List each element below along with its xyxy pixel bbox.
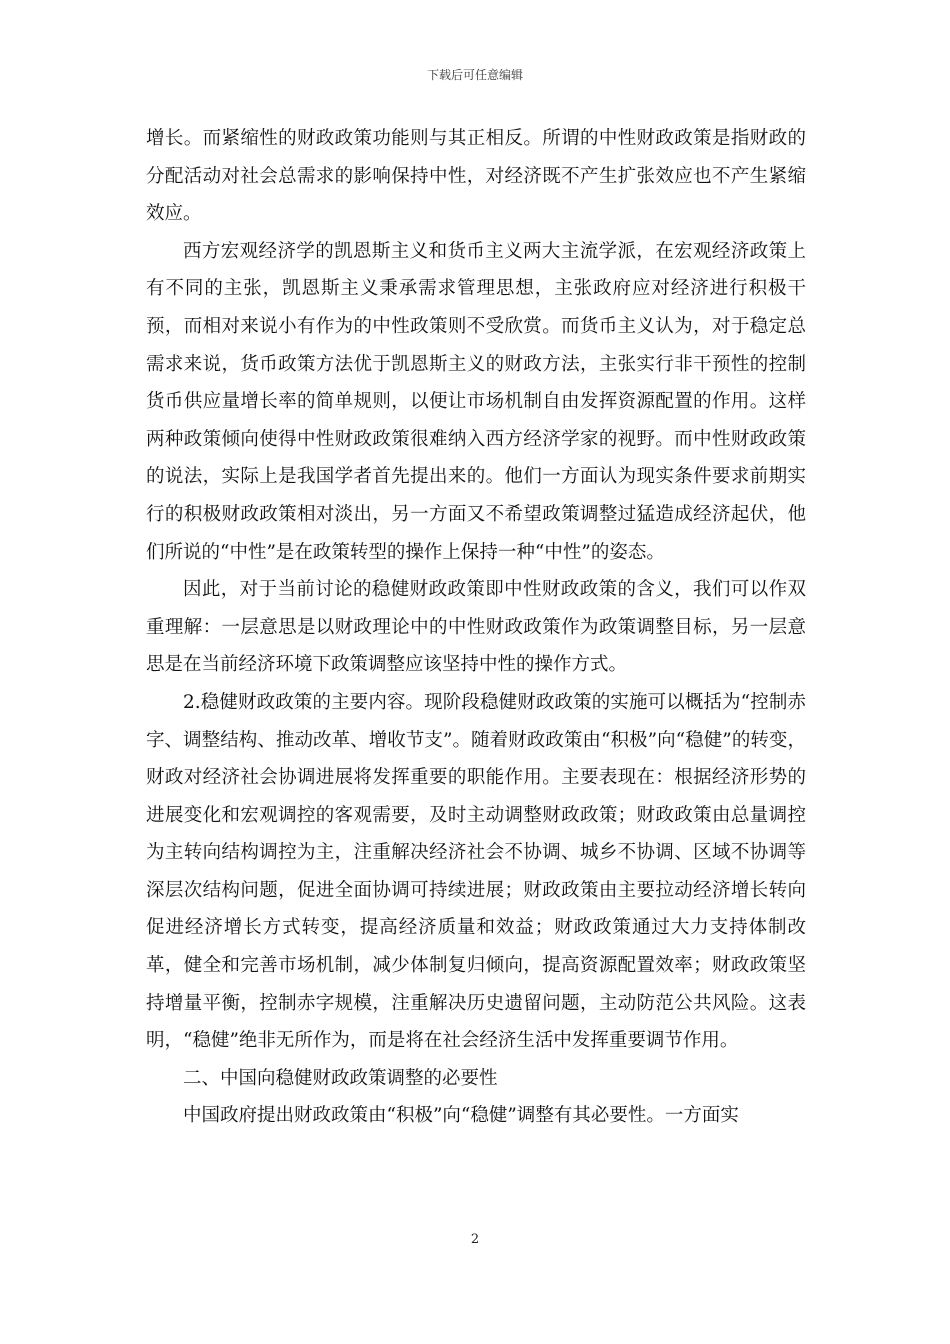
page-number: 2 bbox=[470, 1232, 480, 1247]
section-heading: 二、中国向稳健财政政策调整的必要性 bbox=[183, 1067, 498, 1089]
paragraph: 增长。而紧缩性的财政政策功能则与其正相反。所谓的中性财政政策是指财政的分配活动对社会总需求的影响保持中性，对经济既不产生扩张效应也不产生紧缩效应。 bbox=[146, 128, 806, 225]
paragraph: 因此，对于当前讨论的稳健财政政策即中性财政政策的含义，我们可以作双重理解：一层意思是以财政理论中的中性财政政策作为政策调整目标，另一层意思是在当前经济环境下政策调整应该坚持中性的操作方式。 bbox=[146, 579, 806, 676]
paragraph: 中国政府提出财政政策由“积极”向“稳健”调整有其必要性。一方面实 bbox=[183, 1105, 739, 1127]
paragraph: 2.稳健财政政策的主要内容。现阶段稳健财政政策的实施可以概括为“控制赤字、调整结构、推动改革、增收节支”。随着财政政策由“积极”向“稳健”的转变，财政对经济社会协调进展将发挥重要的职能作用。主要表现在：根据经济形势的进展变化和宏观调控的客观需要，及时主动调整财政政策；财政政策由总量调控为主转向结构调控为主，注重解决经济社会不协调、城乡不协调、区域不协调等深层次结构问题，促进全面协调可持续进展；财政政策由主要拉动经济增长转向促进经济增长方式转变，提高经济质量和效益；财政政策通过大力支持体制改革，健全和完善市场机制，减少体制复归倾向，提高资源配置效率；财政政策坚持增量平衡，控制赤字规模，注重解决历史遗留问题，主动防范公共风险。这表明，“稳健”绝非无所作为，而是将在社会经济生活中发挥重要调节作用。 bbox=[146, 691, 806, 1052]
document-body bbox=[146, 120, 806, 1135]
page-header: 下载后可任意编辑 bbox=[426, 68, 523, 82]
paragraph: 西方宏观经济学的凯恩斯主义和货币主义两大主流学派，在宏观经济政策上有不同的主张，凯恩斯主义秉承需求管理思想，主张政府应对经济进行积极干预，而相对来说小有作为的中性政策则不受欣赏。而货币主义认为，对于稳定总需求来说，货币政策方法优于凯恩斯主义的财政方法，主张实行非干预性的控制货币供应量增长率的简单规则，以便让市场机制自由发挥资源配置的作用。这样两种政策倾向使得中性财政政策很难纳入西方经济学家的视野。而中性财政政策的说法，实际上是我国学者首先提出来的。他们一方面认为现实条件要求前期实行的积极财政政策相对淡出，另一方面又不希望政策调整过猛造成经济起伏，他们所说的“中性”是在政策转型的操作上保持一种“中性”的姿态。 bbox=[146, 240, 806, 563]
